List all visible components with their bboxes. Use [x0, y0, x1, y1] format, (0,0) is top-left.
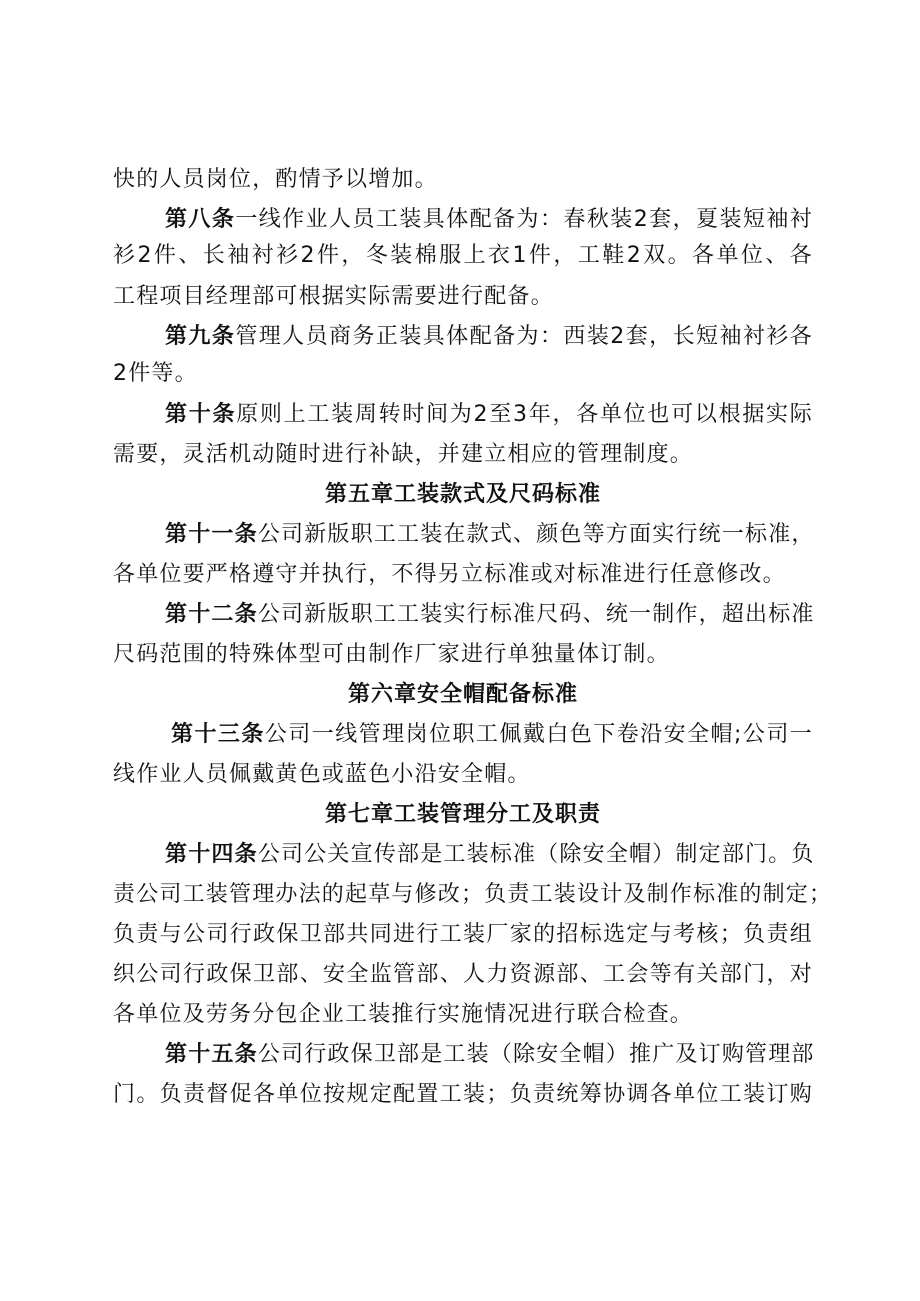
article-11-line: 第十一条公司新版职工工装在款式、颜色等方面实行统一标准， — [165, 522, 815, 547]
article-10-line: 第十条原则上工装周转时间为2至3年，各单位也可以根据实际 — [165, 402, 813, 427]
article-13-line: 第十三条公司一线管理岗位职工佩戴白色下卷沿安全帽;公司一 — [171, 722, 813, 747]
paragraph-line: 各单位及劳务分包企业工装推行实施情况进行联合检查。 — [113, 1002, 694, 1027]
article-8-line: 第八条一线作业人员工装具体配备为：春秋装2套，夏装短袖衬 — [165, 207, 813, 232]
paragraph-line: 线作业人员佩戴黄色或蓝色小沿安全帽。 — [113, 762, 531, 787]
chapter-5-heading: 第五章工装款式及尺码标准 — [324, 482, 601, 507]
paragraph-line: 快的人员岗位，酌情予以增加。 — [113, 167, 438, 192]
article-label: 第十四条 — [165, 842, 258, 867]
paragraph-line: 负责与公司行政保卫部共同进行工装厂家的招标选定与考核；负责组 — [113, 922, 813, 947]
paragraph-line: 工程项目经理部可根据实际需要进行配备。 — [113, 284, 554, 309]
paragraph-line: 需要，灵活机动随时进行补缺，并建立相应的管理制度。 — [113, 442, 694, 467]
article-label: 第八条 — [165, 207, 236, 232]
article-label: 第十五条 — [165, 1042, 258, 1067]
article-label: 第十条 — [165, 402, 237, 427]
paragraph-line: 门。负责督促各单位按规定配置工装；负责统筹协调各单位工装订购 — [113, 1082, 813, 1107]
paragraph-line: 2件等。 — [113, 361, 198, 386]
chapter-6-heading: 第六章安全帽配备标准 — [347, 682, 578, 707]
paragraph-line: 衫2件、长袖衬衫2件，冬装棉服上衣1件，工鞋2双。各单位、各 — [113, 243, 813, 268]
article-12-line: 第十二条公司新版职工工装实行标准尺码、统一制作，超出标准 — [165, 602, 815, 627]
article-label: 第十二条 — [165, 602, 258, 627]
paragraph-line: 各单位要严格遵守并执行，不得另立标准或对标准进行任意修改。 — [113, 562, 786, 587]
article-label: 第九条 — [165, 324, 236, 349]
paragraph-line: 尺码范围的特殊体型可由制作厂家进行单独量体订制。 — [113, 642, 670, 667]
article-label: 第十三条 — [171, 722, 265, 747]
article-9-line: 第九条管理人员商务正装具体配备为：西装2套，长短袖衬衫各 — [165, 324, 813, 349]
paragraph-line: 责公司工装管理办法的起草与修改；负责工装设计及制作标准的制定； — [113, 882, 833, 907]
article-15-line: 第十五条公司行政保卫部是工装（除安全帽）推广及订购管理部 — [165, 1042, 815, 1067]
chapter-7-heading: 第七章工装管理分工及职责 — [324, 802, 601, 827]
article-label: 第十一条 — [165, 522, 258, 547]
article-14-line: 第十四条公司公关宣传部是工装标准（除安全帽）制定部门。负 — [165, 842, 815, 867]
paragraph-line: 织公司行政保卫部、安全监管部、人力资源部、工会等有关部门，对 — [113, 962, 813, 987]
